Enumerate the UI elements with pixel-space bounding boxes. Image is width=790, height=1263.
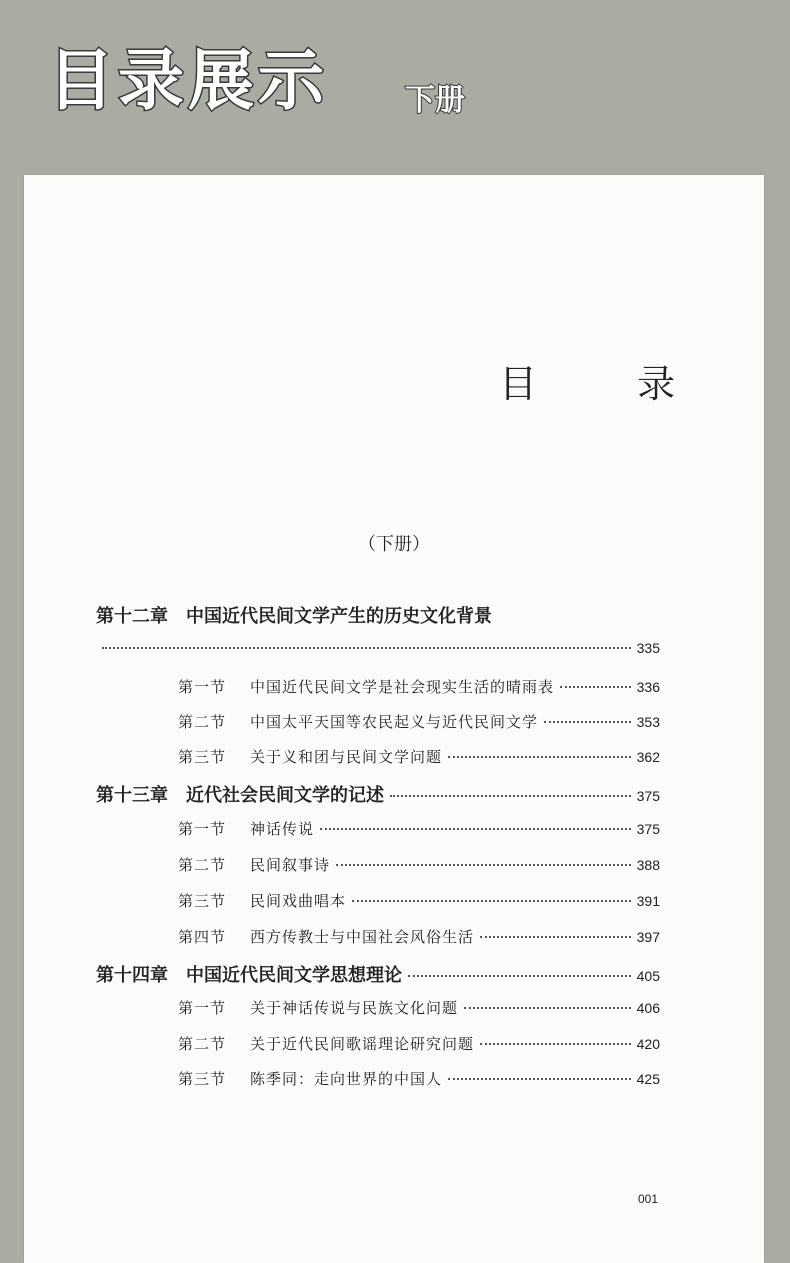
section-label: 第四节: [178, 928, 227, 946]
chapter-14: [96, 961, 660, 987]
page-number: 336: [636, 679, 660, 695]
page-number: 420: [636, 1036, 660, 1052]
section-title: 关于近代民间歌谣理论研究问题: [250, 1035, 475, 1053]
section-title: 关于神话传说与民族文化问题: [250, 999, 459, 1017]
chapter-13: [96, 781, 660, 807]
section-label: 第二节: [178, 713, 227, 731]
section-row: [178, 1033, 660, 1054]
banner-subtitle: 下册: [405, 83, 465, 118]
dot-leader: [464, 1007, 631, 1009]
page-number: 375: [636, 821, 660, 837]
page-number: 335: [636, 640, 660, 656]
section-label: 第一节: [178, 999, 227, 1017]
dot-leader: [102, 647, 631, 649]
section-label: 第二节: [178, 856, 227, 874]
section-label: 第三节: [178, 1070, 227, 1088]
page-number: 425: [636, 1071, 660, 1087]
section-row: [178, 711, 660, 732]
banner-title: 目录展示: [48, 42, 328, 119]
dot-leader: [560, 686, 631, 688]
chapter-title: 第十二章 中国近代民间文学产生的历史文化背景: [96, 606, 492, 627]
chapter-title: 第十四章 中国近代民间文学思想理论: [96, 965, 402, 986]
section-title: 中国近代民间文学是社会现实生活的晴雨表: [250, 678, 555, 696]
section-row: [178, 746, 660, 767]
dot-leader: [448, 1078, 631, 1080]
page-number: 388: [636, 857, 660, 873]
page-number: 405: [636, 968, 660, 984]
dot-leader: [336, 864, 631, 866]
volume-label: （下册）: [358, 534, 430, 555]
section-label: 第一节: [178, 678, 227, 696]
section-title: 关于义和团与民间文学问题: [250, 748, 443, 766]
section-title: 民间叙事诗: [250, 856, 331, 874]
dot-leader: [480, 936, 631, 938]
chapter-12-page-line: [96, 640, 660, 656]
section-title: 西方传教士与中国社会风俗生活: [250, 928, 475, 946]
chapter-12: [96, 602, 660, 628]
section-row: [178, 818, 660, 839]
dot-leader: [320, 828, 631, 830]
section-row: [178, 997, 660, 1018]
toc-title: 目 录: [499, 362, 720, 406]
book-page: [24, 175, 764, 1263]
dot-leader: [544, 721, 631, 723]
section-title: 陈季同：走向世界的中国人: [250, 1070, 443, 1088]
section-title: 中国太平天国等农民起义与近代民间文学: [250, 713, 539, 731]
dot-leader: [448, 756, 631, 758]
chapter-title: 第十三章 近代社会民间文学的记述: [96, 785, 384, 806]
section-label: 第一节: [178, 820, 227, 838]
page-number: 362: [636, 749, 660, 765]
dot-leader: [408, 975, 631, 977]
dot-leader: [390, 795, 631, 797]
section-row: [178, 676, 660, 697]
page-folio: 001: [638, 1192, 659, 1206]
section-label: 第三节: [178, 748, 227, 766]
dot-leader: [480, 1043, 631, 1045]
banner: [0, 0, 790, 175]
dot-leader: [352, 900, 631, 902]
section-title: 民间戏曲唱本: [250, 892, 347, 910]
section-row: [178, 1068, 660, 1089]
section-row: [178, 890, 660, 911]
page-number: 406: [636, 1000, 660, 1016]
section-label: 第三节: [178, 892, 227, 910]
section-row: [178, 926, 660, 947]
page-number: 397: [636, 929, 660, 945]
page-number: 391: [636, 893, 660, 909]
section-title: 神话传说: [250, 820, 315, 838]
section-label: 第二节: [178, 1035, 227, 1053]
page-number: 353: [636, 714, 660, 730]
section-row: [178, 854, 660, 875]
page-number: 375: [636, 788, 660, 804]
